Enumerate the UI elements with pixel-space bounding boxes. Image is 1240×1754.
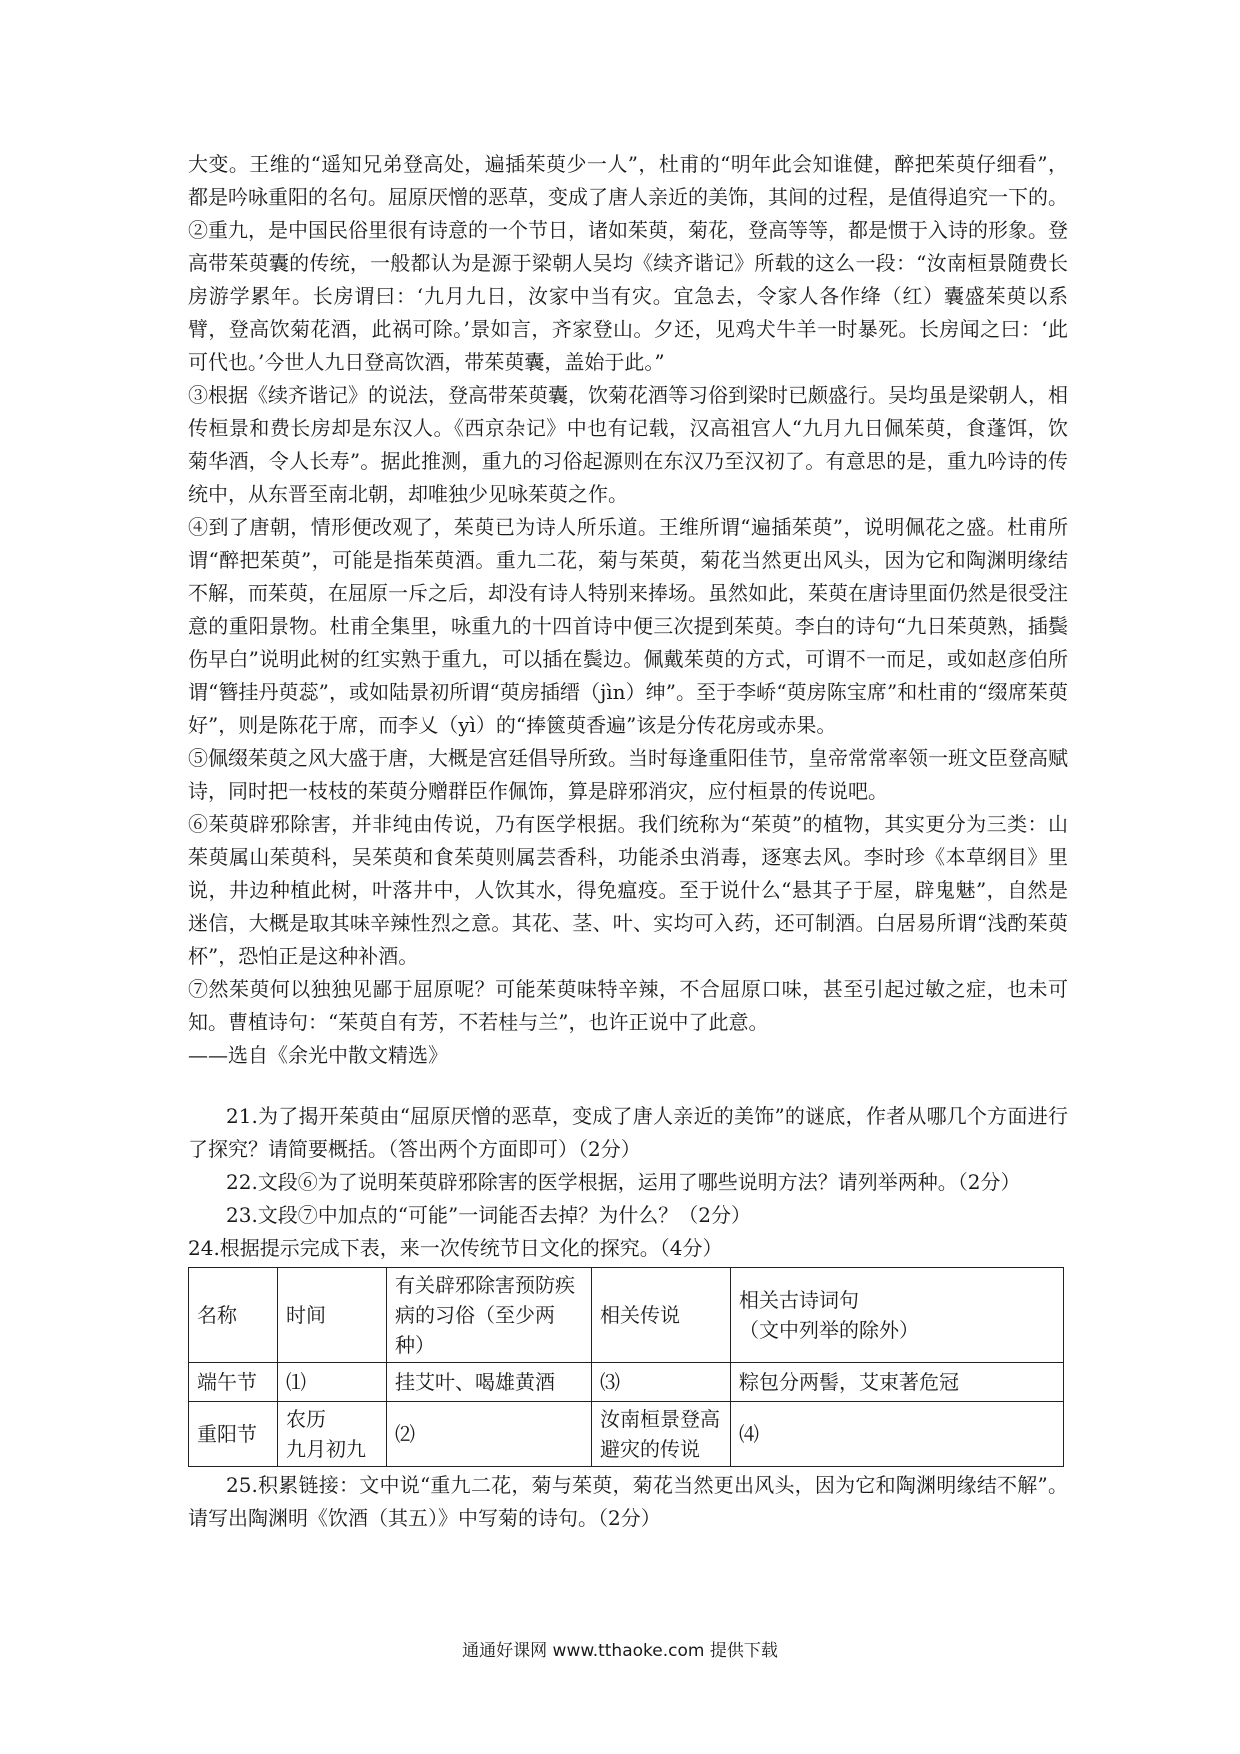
paragraph-5: ⑤佩缀茱萸之风大盛于唐，大概是宫廷倡导所致。当时每逢重阳佳节，皇帝常常率领一班文臣登高赋诗，同时把一枝枝的茱萸分赠群臣作佩饰，算是辟邪消灾，应付桓景的传说吧。 bbox=[188, 746, 1068, 803]
cell-chongyang-legend: 汝南桓景登高避灾的传说 bbox=[592, 1402, 731, 1467]
question-25: 25.积累链接：文中说“重九二花，菊与茱萸，菊花当然更出风头，因为它和陶渊明缘结不解”。请写出陶渊明《饮酒（其五）》中写菊的诗句。（2分） bbox=[188, 1473, 1068, 1530]
cell-chongyang-time-line2: 九月初九 bbox=[286, 1437, 366, 1461]
cell-chongyang-customs: ⑵ bbox=[387, 1402, 592, 1467]
cell-chongyang-name: 重阳节 bbox=[189, 1402, 278, 1467]
header-poems-line1: 相关古诗词句 bbox=[739, 1288, 859, 1312]
paragraph-6: ⑥茱萸辟邪除害，并非纯由传说，乃有医学根据。我们统称为“茱萸”的植物，其实更分为三类：山茱萸属山茱萸科，吴茱萸和食茱萸则属芸香科，功能杀虫消毒，逐寒去风。李时珍《本草纲目》里说，井边种植此树，叶落井中，人饮其水，得免瘟疫。至于说什么“悬其子于屋，辟鬼魅”，自然是迷信，大概是取其味辛辣性烈之意。其花、茎、叶、实均可入药，还可制酒。白居易所谓“浅酌茱萸杯”，恐怕正是这种补酒。 bbox=[188, 812, 1068, 968]
cell-duanwu-time: ⑴ bbox=[278, 1363, 387, 1402]
table-row bbox=[189, 1363, 1064, 1402]
header-legend: 相关传说 bbox=[592, 1268, 731, 1363]
question-22: 22.文段⑥为了说明茱萸辟邪除害的医学根据，运用了哪些说明方法？请列举两种。（2分） bbox=[226, 1170, 1021, 1194]
table-row bbox=[189, 1402, 1064, 1467]
cell-duanwu-customs: 挂艾叶、喝雄黄酒 bbox=[387, 1363, 592, 1402]
cell-duanwu-poem: 粽包分两髻，艾束著危冠 bbox=[731, 1363, 1064, 1402]
document-page bbox=[188, 148, 1068, 1535]
cell-duanwu-legend: ⑶ bbox=[592, 1363, 731, 1402]
question-24: 24.根据提示完成下表，来一次传统节日文化的探究。（4分） bbox=[188, 1236, 723, 1260]
cell-chongyang-time bbox=[278, 1402, 387, 1467]
header-customs: 有关辟邪除害预防疾病的习俗（至少两种） bbox=[387, 1268, 592, 1363]
header-time: 时间 bbox=[278, 1268, 387, 1363]
source-citation: ——选自《余光中散文精选》 bbox=[188, 1043, 448, 1067]
paragraph-intro: 大变。王维的“遥知兄弟登高处，遍插茱萸少一人”，杜甫的“明年此会知谁健，醉把茱萸仔细看”，都是吟咏重阳的名句。屈原厌憎的恶草，变成了唐人亲近的美饰，其间的过程，是值得追究一下的。 bbox=[188, 152, 1068, 209]
cell-duanwu-name: 端午节 bbox=[189, 1363, 278, 1402]
paragraph-7: ⑦然茱萸何以独独见鄙于屈原呢？可能茱萸味特辛辣，不合屈原口味，甚至引起过敏之症，也未可知。曹植诗句：“茱萸自有芳，不若桂与兰”，也许正说中了此意。 bbox=[188, 977, 1068, 1034]
page-footer: 通通好课网 www.tthaoke.com 提供下载 bbox=[462, 1641, 778, 1661]
question-23: 23.文段⑦中加点的“可能”一词能否去掉？为什么？（2分） bbox=[226, 1203, 751, 1227]
festival-table bbox=[188, 1267, 1064, 1467]
cell-chongyang-time-line1: 农历 bbox=[286, 1407, 326, 1431]
paragraph-3: ③根据《续齐谐记》的说法，登高带茱萸囊，饮菊花酒等习俗到梁时已颇盛行。吴均虽是梁朝人，相传桓景和费长房却是东汉人。《西京杂记》中也有记载，汉高祖宫人“九月九日佩茱萸，食蓬饵，饮菊华酒，令人长寿”。据此推测，重九的习俗起源则在东汉乃至汉初了。有意思的是，重九吟诗的传统中，从东晋至南北朝，却唯独少见咏茱萸之作。 bbox=[188, 383, 1068, 506]
header-poems-line2: （文中列举的除外） bbox=[739, 1318, 919, 1342]
header-poems bbox=[731, 1268, 1064, 1363]
header-name: 名称 bbox=[189, 1268, 278, 1363]
cell-chongyang-poem: ⑷ bbox=[731, 1402, 1064, 1467]
paragraph-4: ④到了唐朝，情形便改观了，茱萸已为诗人所乐道。王维所谓“遍插茱萸”，说明佩花之盛。杜甫所谓“醉把茱萸”，可能是指茱萸酒。重九二花，菊与茱萸，菊花当然更出风头，因为它和陶渊明缘结不解，而茱萸，在屈原一斥之后，却没有诗人特别来捧场。虽然如此，茱萸在唐诗里面仍然是很受注意的重阳景物。杜甫全集里，咏重九的十四首诗中便三次提到茱萸。李白的诗句“九日茱萸熟，插鬓伤早白”说明此树的红实熟于重九，可以插在鬓边。佩戴茱萸的方式，可谓不一而足，或如赵彦伯所谓“簪挂丹萸蕊”，或如陆景初所谓“萸房插缙（jìn）绅”。至于李峤“萸房陈宝席”和杜甫的“缀席茱萸好”，则是陈花于席，而李乂（yì）的“捧篋萸香遍”该是分传花房或赤果。 bbox=[188, 515, 1068, 737]
table-header-row bbox=[189, 1268, 1064, 1363]
question-21: 21.为了揭开茱萸由“屈原厌憎的恶草，变成了唐人亲近的美饰”的谜底，作者从哪几个方面进行了探究？请简要概括。（答出两个方面即可）（2分） bbox=[188, 1104, 1068, 1161]
paragraph-2: ②重九，是中国民俗里很有诗意的一个节日，诸如茱萸，菊花，登高等等，都是惯于入诗的形象。登高带茱萸囊的传统，一般都认为是源于梁朝人吴均《续齐谐记》所载的这么一段：“汝南桓景随费长房游学累年。长房谓曰：‘九月九日，汝家中当有灾。宜急去，令家人各作绛（红）囊盛茱萸以系臂，登高饮菊花酒，此祸可除。’景如言，齐家登山。夕还，见鸡犬牛羊一时暴死。长房闻之曰：‘此可代也。’今世人九日登高饮酒，带茱萸囊，盖始于此。” bbox=[188, 218, 1068, 374]
